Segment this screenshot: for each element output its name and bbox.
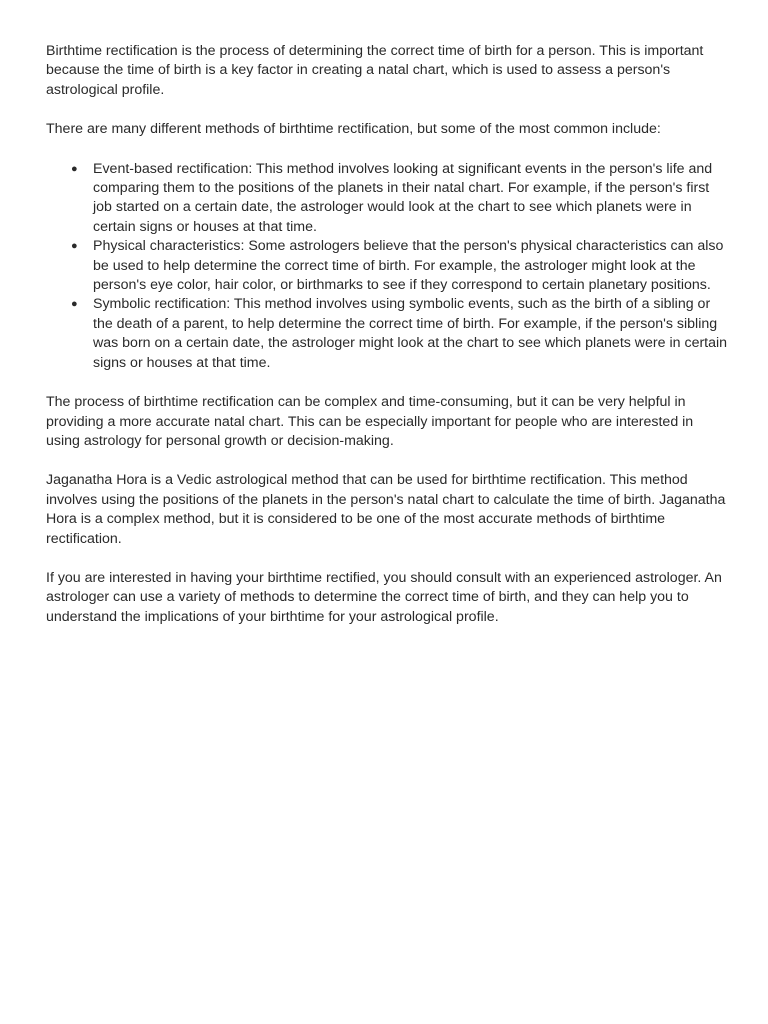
list-item-text: Symbolic rectification: This method involves using symbolic events, such as the birth of a sibling or the death of a parent, to help determine the correct time of birth. For example, if the person's sibling was born on a certain date, the astrologer might look at the chart to see which planets were in certain signs or houses at that time. xyxy=(93,296,728,371)
list-item-text: Event-based rectification: This method involves looking at significant events in the person's life and comparing them to the positions of the planets in their natal chart. For example, if the person's first job started on a certain date, the astrologer would look at the chart to see which planets were in certain signs or houses at that time. xyxy=(93,160,713,235)
intro-paragraph: Birthtime rectification is the process of determining the correct time of birth for a person. This is important because the time of birth is a key factor in creating a natal chart, which is used to assess a person's astrological profile. xyxy=(46,43,704,98)
consult-paragraph: If you are interested in having your birthtime rectified, you should consult with an experienced astrologer. An astrologer can use a variety of methods to determine the correct time of birth, and they can help you to understand the implications of your birthtime for your astrological profile. xyxy=(46,569,722,625)
jaganatha-hora-paragraph: Jaganatha Hora is a Vedic astrological method that can be used for birthtime rectification. This method involves using the positions of the planets in the person's natal chart to calculate the time of birth. Jaganatha Hora is a complex method, but it is considered to be one of the most accurate methods of birthtime rectification. xyxy=(46,472,726,547)
document-page xyxy=(46,42,728,647)
methods-intro-paragraph: There are many different methods of birthtime rectification, but some of the most common include: xyxy=(46,121,661,138)
complexity-paragraph: The process of birthtime rectification can be complex and time-consuming, but it can be very helpful in providing a more accurate natal chart. This can be especially important for people who are interested in using astrology for personal growth or decision-making. xyxy=(46,394,694,449)
methods-list xyxy=(46,160,728,373)
bullet-icon: ● xyxy=(71,240,78,253)
list-item xyxy=(46,295,728,373)
list-item xyxy=(46,160,728,238)
list-item-text: Physical characteristics: Some astrologers believe that the person's physical characteristics can also be used to help determine the correct time of birth. For example, the astrologer might look at the person's eye color, hair color, or birthmarks to see if they correspond to certain planetary positions. xyxy=(93,238,724,294)
bullet-icon: ● xyxy=(71,298,78,311)
list-item xyxy=(46,237,728,295)
bullet-icon: ● xyxy=(71,162,78,175)
